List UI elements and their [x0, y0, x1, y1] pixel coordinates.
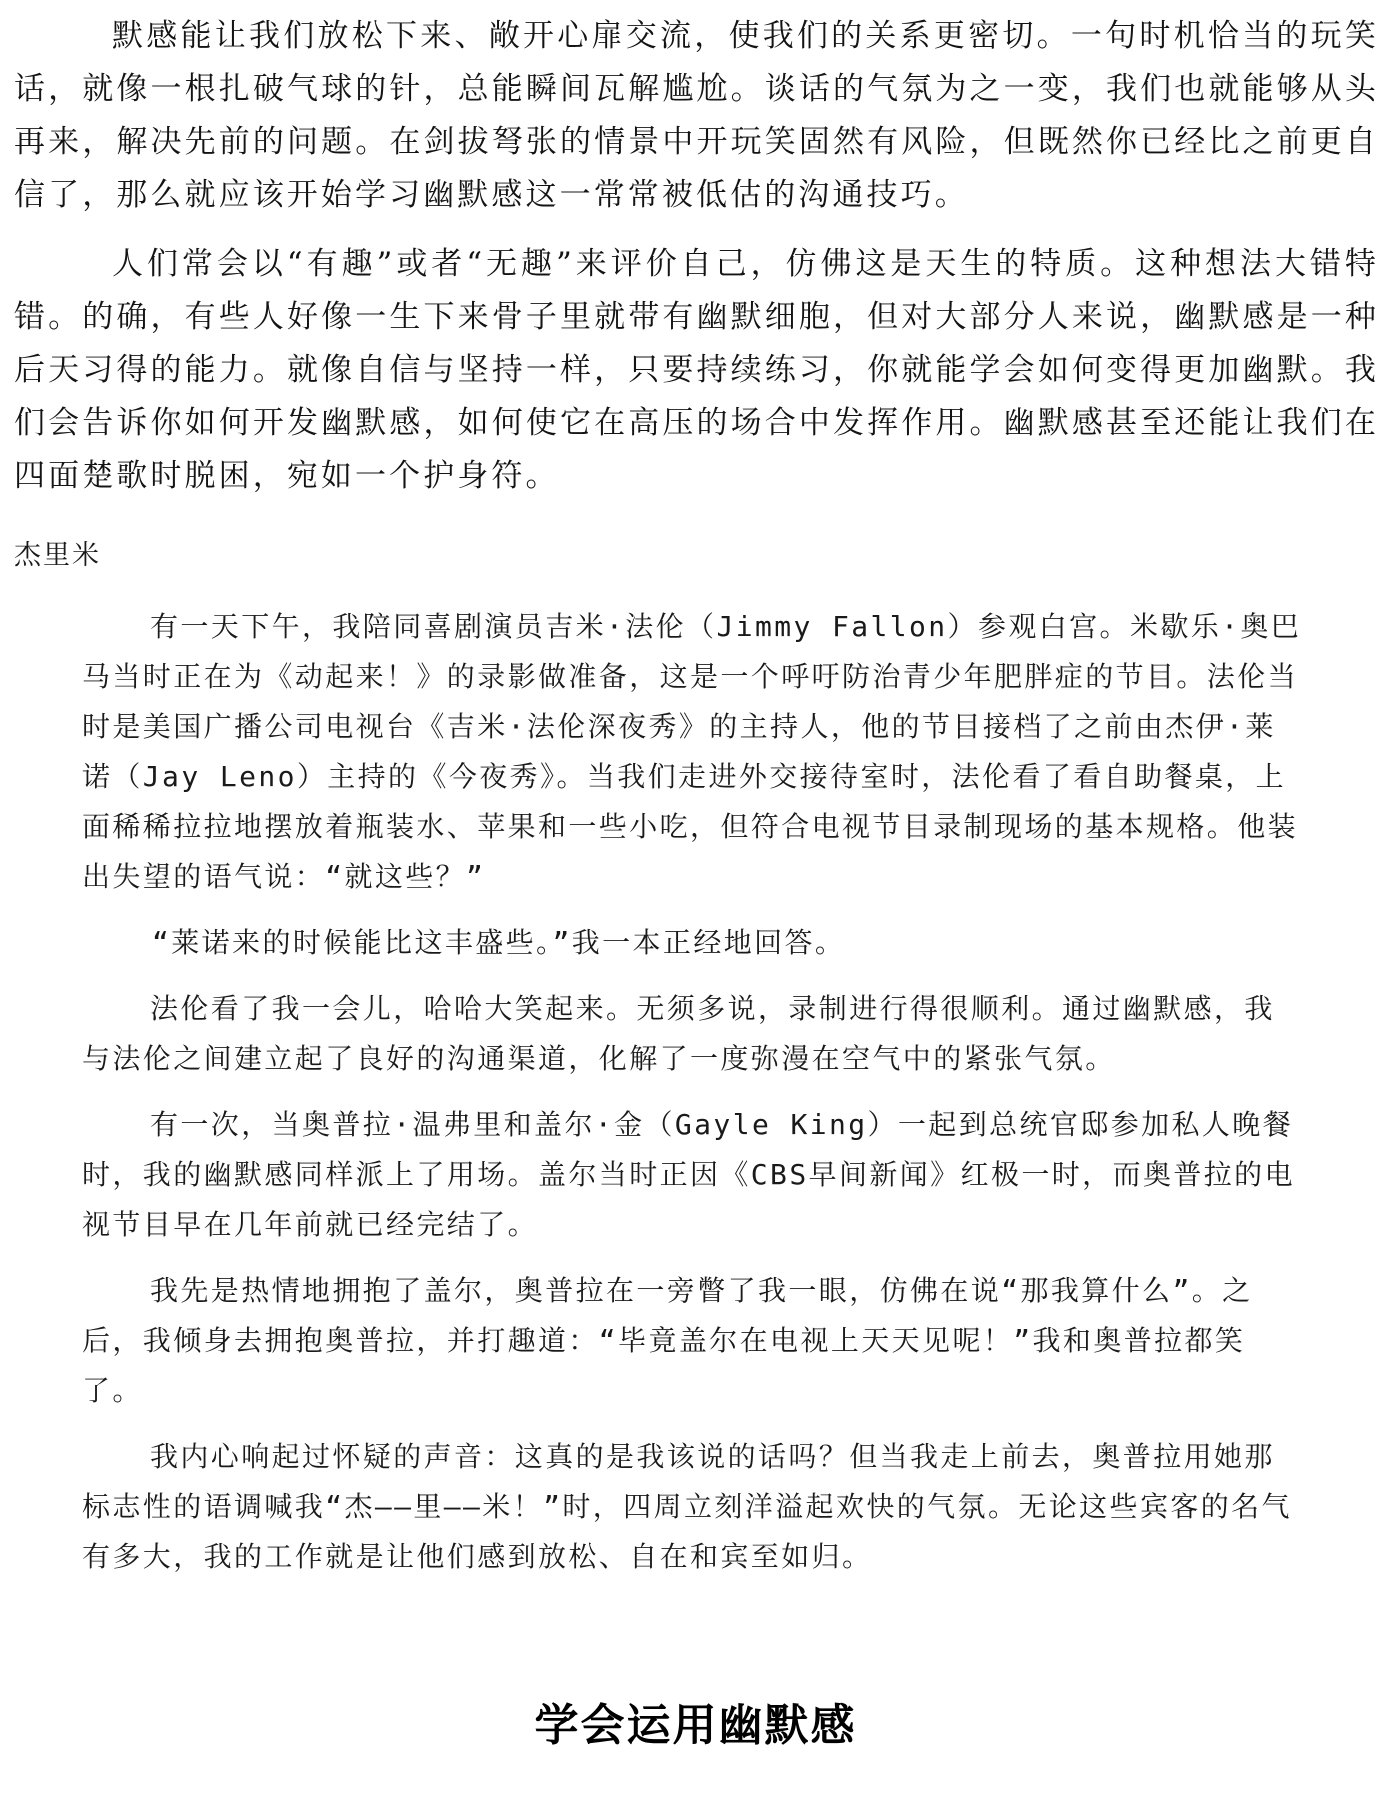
story-paragraph-4: 有一次，当奥普拉·温弗里和盖尔·金（Gayle King）一起到总统官邸参加私人晚餐时，我的幽默感同样派上了用场。盖尔当时正因《CBS早间新闻》红极一时，而奥普拉的电视节目早在几年前就已经完结了。: [82, 1108, 1295, 1241]
section-heading: 学会运用幽默感: [534, 1700, 857, 1751]
intro-paragraph-1: 默感能让我们放松下来、敞开心扉交流，使我们的关系更密切。一句时机恰当的玩笑话，就像一根扎破气球的针，总能瞬间瓦解尴尬。谈话的气氛为之一变，我们也就能够从头再来，解决先前的问题。在剑拔弩张的情景中开玩笑固然有风险，但既然你已经比之前更自信了，那么就应该开始学习幽默感这一常常被低估的沟通技巧。: [14, 18, 1379, 213]
intro-paragraph-2: 人们常会以“有趣”或者“无趣”来评价自己，仿佛这是天生的特质。这种想法大错特错。的确，有些人好像一生下来骨子里就带有幽默细胞，但对大部分人来说，幽默感是一种后天习得的能力。就像自信与坚持一样，只要持续练习，你就能学会如何变得更加幽默。我们会告诉你如何开发幽默感，如何使它在高压的场合中发挥作用。幽默感甚至还能让我们在四面楚歌时脱困，宛如一个护身符。: [14, 246, 1379, 494]
story-paragraph-6: 我内心响起过怀疑的声音：这真的是我该说的话吗？但当我走上前去，奥普拉用她那标志性的语调喊我“杰——里——米！”时，四周立刻洋溢起欢快的气氛。无论这些宾客的名气有多大，我的工作就是让他们感到放松、自在和宾至如归。: [82, 1440, 1292, 1573]
story-paragraph-1: 有一天下午，我陪同喜剧演员吉米·法伦（Jimmy Fallon）参观白宫。米歇乐·奥巴马当时正在为《动起来！》的录影做准备，这是一个呼吁防治青少年肥胖症的节目。法伦当时是美国广播公司电视台《吉米·法伦深夜秀》的主持人，他的节目接档了之前由杰伊·莱诺（Jay Leno）主持的《今夜秀》。当我们走进外交接待室时，法伦看了看自助餐桌，上面稀稀拉拉地摆放着瓶装水、苹果和一些小吃，但符合电视节目录制现场的基本规格。他装出失望的语气说：“就这些？”: [82, 610, 1302, 893]
story-paragraph-5: 我先是热情地拥抱了盖尔，奥普拉在一旁瞥了我一眼，仿佛在说“那我算什么”。之后，我倾身去拥抱奥普拉，并打趣道：“毕竟盖尔在电视上天天见呢！”我和奥普拉都笑了。: [82, 1274, 1253, 1407]
story-paragraph-2: “莱诺来的时候能比这丰盛些。”我一本正经地回答。: [152, 926, 846, 959]
anecdote-section: [82, 602, 1302, 1598]
section-label-jeremy: 杰里米: [14, 540, 101, 571]
intro-section: [14, 10, 1379, 519]
story-paragraph-3: 法伦看了我一会儿，哈哈大笑起来。无须多说，录制进行得很顺利。通过幽默感，我与法伦之间建立起了良好的沟通渠道，化解了一度弥漫在空气中的紧张气氛。: [82, 992, 1275, 1075]
